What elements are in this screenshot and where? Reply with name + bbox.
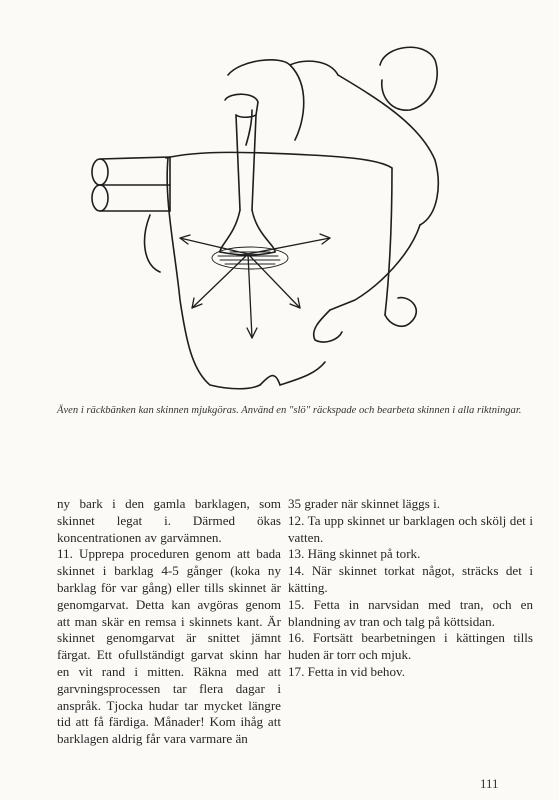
- step-14: 14. När skinnet torkat något, sträcks det i kätting.: [288, 563, 533, 595]
- step-17: 17. Fetta in vid behov.: [288, 663, 405, 679]
- step-16: 16. Fortsätt bearbetningen i kättingen tills huden är torr och mjuk.: [288, 630, 533, 663]
- figure-caption: Även i räckbänken kan skinnen mjukgöras. Använd en "slö" räckspade och bearbeta skinnen i alla riktningar.: [57, 405, 522, 416]
- step-11: 11. Upprepa proceduren genom att bada skinnet i barklag 4-5 gånger (koka ny barklag för var gång) eller tills skinnet är genomgarvat. Detta kan avgöras genom att man skär en remsa i skinnets kant. Är skinnet genomgarvat är snittet jämnt färgat. Ett ofullständigt garvat skinn har en vit rand i mitten. Räkna med att garvningsprocessen tar flera dagar i anspråk. Tjocka hudar tar mycket längre tid att få färdiga. Månader! Kom ihåg att barklagen aldrig får vara varmare än: [57, 546, 281, 747]
- beam-shape: [92, 157, 170, 211]
- paragraph-continuation: ny bark i den gamla barklagen, som skinnet legat i. Därmed ökas koncentrationen av garvämnen.: [57, 496, 281, 545]
- right-column: [288, 496, 533, 681]
- hide-softening-illustration: [80, 40, 460, 410]
- step-15: 15. Fetta in narvsidan med tran, och en blandning av tran och talg på köttsidan.: [288, 596, 533, 629]
- paragraph-continuation-right: 35 grader när skinnet läggs i.: [288, 496, 440, 511]
- hide-shape: [145, 152, 392, 388]
- spade-shape: [220, 94, 275, 255]
- step-12: 12. Ta upp skinnet ur barklagen och skölj det i vatten.: [288, 512, 533, 545]
- shading-patch: [212, 247, 288, 269]
- direction-arrows: [180, 234, 330, 338]
- page-number: 111: [480, 776, 499, 791]
- left-column: [57, 496, 281, 748]
- person-figure: [228, 47, 438, 342]
- step-13: 13. Häng skinnet på tork.: [288, 546, 421, 562]
